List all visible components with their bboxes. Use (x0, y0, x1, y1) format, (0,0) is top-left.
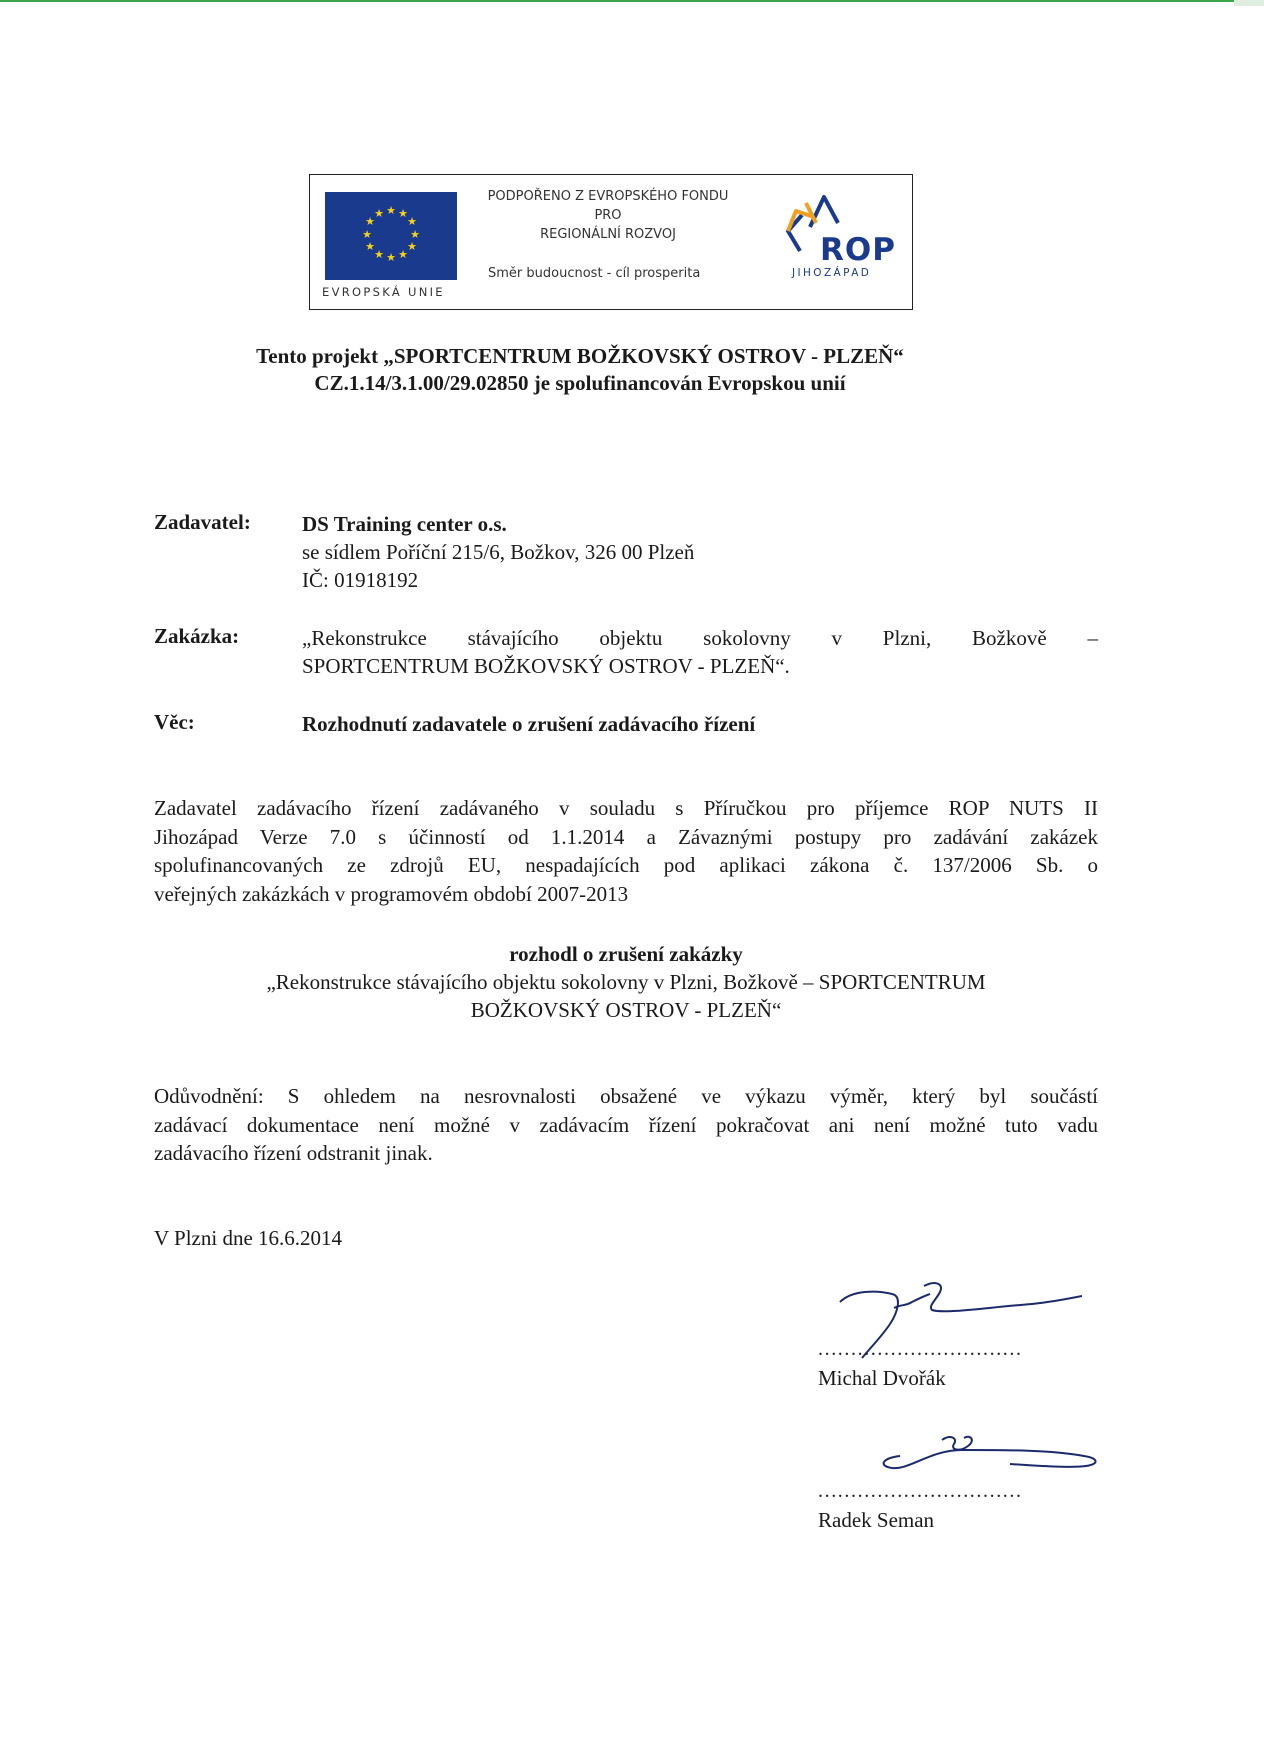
fund-line: REGIONÁLNÍ ROZVOJ (540, 227, 676, 242)
motto: Směr budoucnost - cíl prosperita (488, 266, 701, 281)
decision-block (154, 940, 1098, 1024)
intro-line: Jihozápad Verze 7.0 s účinností od 1.1.2014 a Závaznými postupy pro zadávání zakázek (154, 824, 1098, 849)
fund-text (468, 187, 748, 244)
fund-line: PODPOŘENO Z EVROPSKÉHO FONDU (487, 189, 729, 204)
svg-text:★: ★ (398, 207, 408, 220)
zadavatel-ic: IČ: 01918192 (302, 568, 419, 592)
svg-text:★: ★ (407, 240, 417, 253)
decision-heading: rozhodl o zrušení zakázky (509, 942, 743, 966)
zadavatel-label: Zadavatel: (154, 510, 251, 534)
intro-line: veřejných zakázkách v programovém období 2007-2013 (154, 881, 629, 906)
svg-text:★: ★ (410, 228, 420, 241)
svg-text:★: ★ (407, 215, 417, 228)
eu-cofunding-logo-box (309, 174, 913, 310)
svg-text:★: ★ (374, 248, 384, 261)
zakazka-line: SPORTCENTRUM BOŽKOVSKÝ OSTROV - PLZEŇ“. (302, 654, 790, 678)
reason-line: zadávacího řízení odstranit jinak. (154, 1141, 433, 1165)
rop-wordmark: ROP (820, 232, 896, 268)
signer-1: Michal Dvořák (818, 1366, 946, 1390)
svg-text:★: ★ (374, 207, 384, 220)
intro-paragraph (154, 794, 1098, 908)
eu-flag-icon (325, 192, 457, 280)
eu-label: EVROPSKÁ UNIE (322, 285, 445, 299)
reason-paragraph (154, 1082, 1098, 1168)
top-rule-accent (1234, 0, 1264, 6)
fund-line: PRO (594, 208, 622, 223)
vec-value: Rozhodnutí zadavatele o zrušení zadávacího řízení (302, 712, 756, 736)
signature-line-1: ............................... (818, 1338, 1023, 1360)
svg-text:★: ★ (365, 240, 375, 253)
svg-text:★: ★ (362, 228, 372, 241)
project-line: CZ.1.14/3.1.00/29.02850 je spolufinancován Evropskou unií (314, 371, 846, 395)
date-line: V Plzni dne 16.6.2014 (154, 1226, 343, 1250)
rop-region: JIHOZÁPAD (792, 267, 872, 279)
zadavatel-address: se sídlem Poříční 215/6, Božkov, 326 00 Plzeň (302, 540, 695, 564)
svg-text:★: ★ (386, 204, 396, 217)
zakazka-label: Zakázka: (154, 624, 240, 648)
signature-radek-seman (870, 1420, 1110, 1480)
svg-text:★: ★ (398, 248, 408, 261)
signer-2: Radek Seman (818, 1508, 935, 1532)
top-rule (0, 0, 1264, 2)
intro-line: spolufinancovaných ze zdrojů EU, nespadajících pod aplikaci zákona č. 137/2006 Sb. o (154, 853, 1098, 877)
project-heading (180, 343, 980, 397)
decision-line: „Rekonstrukce stávajícího objektu sokolovny v Plzni, Božkově – SPORTCENTRUM (266, 970, 986, 994)
zakazka-value (302, 624, 1098, 680)
signature-line-2: ............................... (818, 1480, 1023, 1502)
vec-label: Věc: (154, 710, 195, 734)
reason-line: zadávací dokumentace není možné v zadávacím řízení pokračovat ani není možné tuto vadu (154, 1112, 1098, 1137)
zadavatel-value (302, 510, 694, 594)
zakazka-line: „Rekonstrukce stávajícího objektu sokolovny v Plzni, Božkově – (302, 626, 1098, 650)
zadavatel-name: DS Training center o.s. (302, 512, 507, 536)
intro-line: Zadavatel zadávacího řízení zadávaného v souladu s Příručkou pro příjemce ROP NUTS II (154, 796, 1098, 820)
decision-line: BOŽKOVSKÝ OSTROV - PLZEŇ“ (470, 998, 782, 1022)
reason-line: Odůvodnění: S ohledem na nesrovnalosti obsažené ve výkazu výměr, který byl součástí (154, 1084, 1098, 1108)
svg-text:★: ★ (386, 251, 396, 264)
svg-text:★: ★ (365, 215, 375, 228)
project-line: Tento projekt „SPORTCENTRUM BOŽKOVSKÝ OSTROV - PLZEŇ“ (256, 344, 904, 368)
